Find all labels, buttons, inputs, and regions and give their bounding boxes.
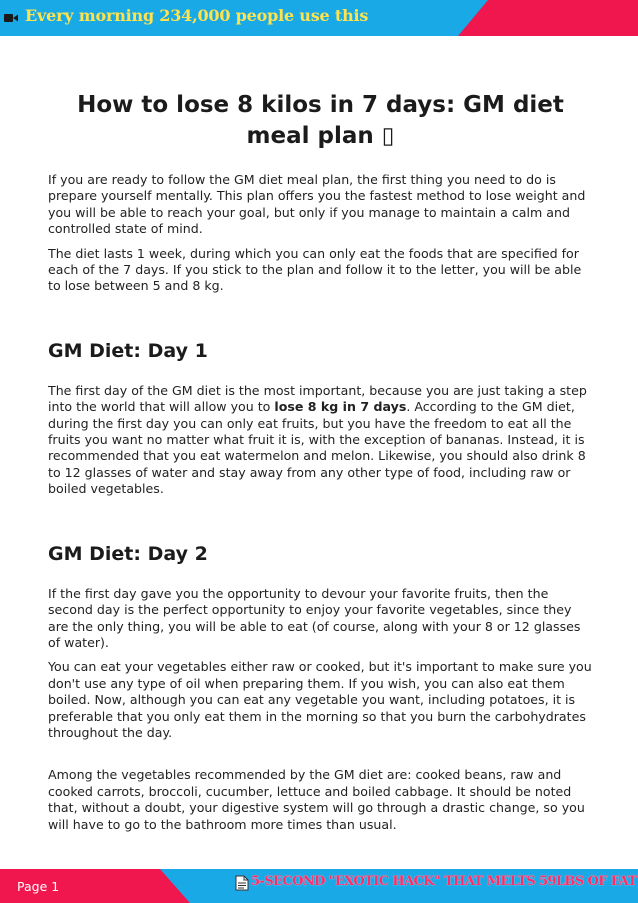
footer-cta-link[interactable]: 5-SECOND "EXOTIC HACK" THAT MELTS 59LBS OF FAT [251, 874, 637, 889]
promo-link[interactable]: Every morning 234,000 people use this [25, 6, 369, 25]
day1-bold-phrase: lose 8 kg in 7 days [274, 399, 407, 415]
intro-paragraph: If you are ready to follow the GM diet meal plan, the first thing you need to do is prepare yourself mentally. This plan offers you the fastest method to lose weight and you will be able to reach your goal, but only if you manage to maintain a calm and controlled state of mind. [48, 172, 586, 237]
day2-paragraph: Among the vegetables recommended by the GM diet are: cooked beans, raw and cooked carrots, broccoli, cucumber, lettuce and boiled cabbage. It should be noted that, without a doubt, your digestive system will go through a drastic change, so you will have to go to the bathroom more times than usual. [48, 767, 585, 832]
day1-section [48, 339, 593, 498]
day1-paragraph [48, 383, 593, 498]
top-promo-banner[interactable] [0, 0, 638, 36]
day2-section [48, 542, 593, 833]
section-heading-day1: GM Diet: Day 1 [48, 339, 208, 362]
banner-accent-stripe [458, 0, 638, 36]
document-icon [235, 875, 249, 891]
footer-bar [0, 869, 638, 903]
page-title: How to lose 8 kilos in 7 days: GM diet meal plan ▯ [77, 92, 564, 149]
day2-paragraph: If the first day gave you the opportunity to devour your favorite fruits, then the second day is the perfect opportunity to enjoy your favorite vegetables, since they are the only thing, you will be able to eat (of course, along with your 8 or 12 glasses of water). [48, 585, 581, 650]
intro-paragraph: The diet lasts 1 week, during which you can only eat the foods that are specified for each of the 7 days. If you stick to the plan and follow it to the letter, you will be able to lose between 5 and 8 kg. [48, 245, 582, 294]
day1-text-start: The first day of the GM diet is the most important, because you are just taking a step into the world that will allow you to [48, 382, 587, 415]
day2-paragraph: You can eat your vegetables either raw or cooked, but it's important to make sure you don't use any type of oil when preparing them. If you wish, you can also eat them boiled. Now, although you can eat any vegetable you want, including potatoes, it is preferable that you only eat them in the morning so that you burn the carbohydrates throughout the day. [48, 659, 592, 740]
day1-text-end: . According to the GM diet, during the first day you can only eat fruits, but you have the freedom to eat all the fruits you want no matter what fruit it is, with the exception of bananas. Instead, it is recommended that you eat watermelon and melon. Likewise, you should also drink 8 to 12 glasses of water and stay away from any other type of food, including raw or boiled vegetables. [48, 399, 586, 497]
video-camera-icon [4, 11, 18, 25]
page-number: Page 1 [17, 879, 60, 894]
intro-section [48, 172, 593, 295]
article [48, 90, 593, 841]
section-heading-day2: GM Diet: Day 2 [48, 542, 208, 565]
